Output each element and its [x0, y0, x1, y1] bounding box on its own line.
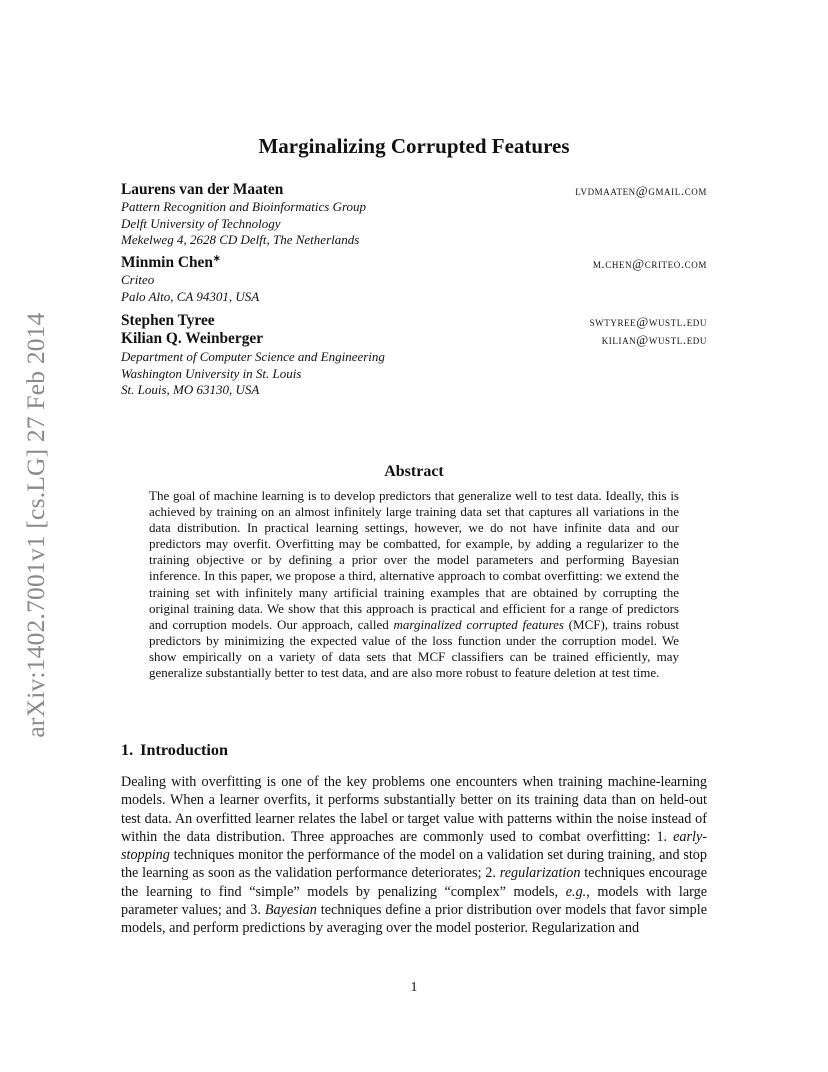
- author-email: lvdmaaten@gmail.com: [575, 183, 707, 198]
- author-name: Laurens van der Maaten: [121, 181, 284, 198]
- author-footnote-mark: ∗: [212, 252, 221, 263]
- affiliation-line: Palo Alto, CA 94301, USA: [121, 288, 260, 304]
- affiliation-line: Mekelweg 4, 2628 CD Delft, The Netherlands: [121, 232, 360, 248]
- author-name: Stephen Tyree: [121, 312, 215, 329]
- section-heading: [121, 741, 228, 760]
- arxiv-identifier-stamp: arXiv:1402.7001v1 [cs.LG] 27 Feb 2014: [21, 312, 50, 738]
- author-name: Kilian Q. Weinberger: [121, 330, 264, 347]
- author-block-3: [121, 312, 707, 399]
- paper-title: Marginalizing Corrupted Features: [258, 134, 570, 158]
- affiliation-line: Pattern Recognition and Bioinformatics Group: [121, 199, 367, 214]
- abstract-text: The goal of machine learning is to develop predictors that generalize well to test data. Ideally, this is achieved by training on an almost infinitely large training data set that captures all variations in the data distribution. In practical learning settings, however, we do not have infinite data and our predictors may overfit. Overfitting may be combatted, for example, by adding a regularizer to the training objective or by defining a prior over the model parameters and performing Bayesian inference. In this paper, we propose a third, alternative approach to combat overfitting: we extend the training set with infinitely many artificial training examples that are obtained by corrupting the original training data. We show that this approach is practical and efficient for a range of predictors and corruption models. Our approach, called marginalized corrupted features (MCF), trains robust predictors by minimizing the expected value of the loss function under the corruption model. We show empirically on a variety of data sets that MCF classifiers can be trained efficiently, may generalize substantially better to test data, and are also more robust to feature deletion at test time.: [149, 488, 679, 681]
- affiliation-line: Washington University in St. Louis: [121, 365, 302, 381]
- abstract-heading: Abstract: [384, 463, 444, 480]
- section-number: 1.: [121, 741, 134, 759]
- author-name: Minmin Chen∗: [121, 252, 221, 271]
- page-number: 1: [410, 980, 418, 995]
- affiliation-line: Delft University of Technology: [121, 215, 281, 231]
- introduction-paragraph: Dealing with overfitting is one of the key problems one encounters when training machine-learning models. When a learner overfits, it performs substantially better on its training data than on held-out test data. An overfitted learner relates the label or target value with patterns within the noise instead of within the data distribution. Three approaches are commonly used to combat overfitting: 1. early-stopping techniques monitor the performance of the model on a validation set during training, and stop the learning as soon as the validation performance deteriorates; 2. regularization techniques encourage the learning to find “simple” models by penalizing “complex” models, e.g., models with large parameter values; and 3. Bayesian techniques define a prior distribution over models that favor simple models, and perform predictions by averaging over the model posterior. Regularization and: [121, 774, 707, 937]
- affiliation-line: St. Louis, MO 63130, USA: [121, 382, 260, 398]
- author-email: m.chen@criteo.com: [592, 256, 707, 271]
- section-title: Introduction: [140, 741, 228, 759]
- author-block-2: [121, 254, 707, 305]
- author-email: kilian@wustl.edu: [601, 332, 707, 347]
- author-block-1: [121, 181, 707, 249]
- affiliation-line: Department of Computer Science and Engineering: [121, 349, 385, 364]
- author-email: swtyree@wustl.edu: [589, 314, 707, 329]
- affiliation-line: Criteo: [121, 272, 155, 287]
